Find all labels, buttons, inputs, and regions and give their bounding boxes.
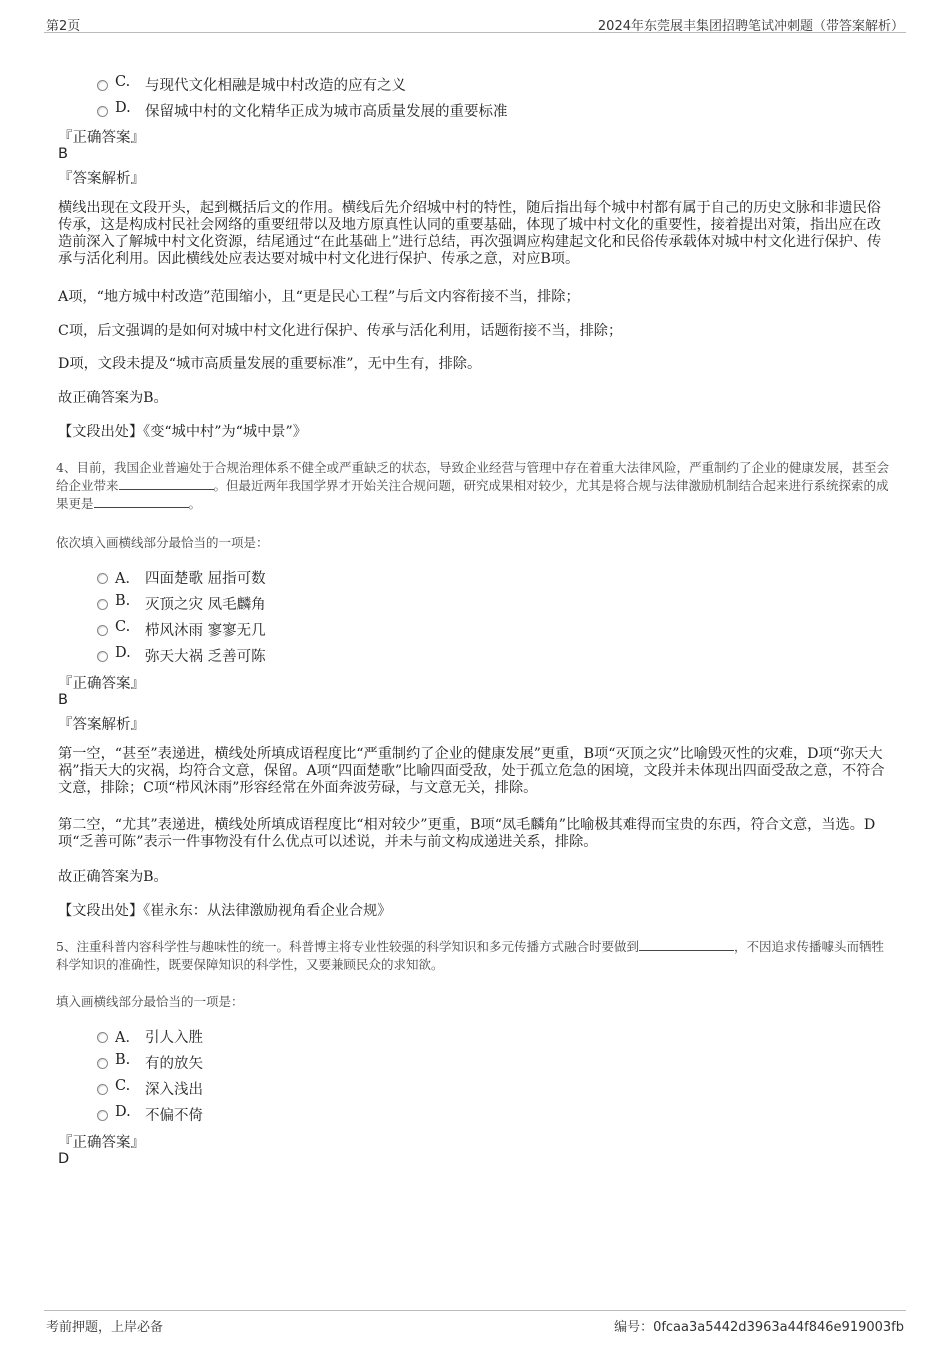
answer-label: 『正确答案』 bbox=[58, 1135, 145, 1151]
question-4-text: 4、目前，我国企业普遍处于合规治理体系不健全或严重缺乏的状态，导致企业经营与管理中存在着重大法律风险，严重制约了企业的健康发展，甚至会给企业带来 。但最近两年我国学界才开始关注合规问题，研究成果相对较少，尤其是将合规与法律激励机制结合起来进行系统探索的成果更是 。 bbox=[56, 460, 889, 511]
analysis-paragraph: 第二空，“尤其”表递进，横线处所填成语程度比“相对较少”更重，B项“凤毛麟角”比喻极其难得而宝贵的东西，符合文意，当选。D项“乏善可陈”表示一件事物没有什么优点可以述说，并未与前文构成递进关系，排除。 bbox=[58, 817, 876, 850]
footer-slogan: 考前押题，上岸必备 bbox=[46, 1320, 164, 1335]
radio-icon[interactable] bbox=[97, 625, 108, 636]
analysis-paragraph: D项，文段未提及“城市高质量发展的重要标准”，无中生有，排除。 bbox=[58, 356, 482, 372]
correct-answer: B bbox=[58, 692, 68, 708]
answer-label: 『正确答案』 bbox=[58, 676, 145, 692]
analysis-label: 『答案解析』 bbox=[58, 171, 145, 187]
document-id: 编号：0fcaa3a5442d3963a44f846e919003fb bbox=[614, 1320, 904, 1335]
radio-icon[interactable] bbox=[97, 651, 108, 662]
analysis-label: 『答案解析』 bbox=[58, 717, 145, 733]
analysis-paragraph: 横线出现在文段开头，起到概括后文的作用。横线后先介绍城中村的特性，随后指出每个城中村都有属于自己的历史文脉和非遗民俗传承，这是构成村民社会网络的重要纽带以及地方原真性认同的重要基础，体现了城中村文化的重要性，接着提出对策，指出应在改造前深入了解城中村文化资源，结尾通过“在此基础上”进行总结，再次强调应构建起文化和民俗传承载体对城中村文化进行保护、传承与活化利用。因此横线处应表达要对城中村文化进行保护、传承之意，对应B项。 bbox=[58, 200, 882, 267]
fill-blank bbox=[639, 938, 734, 951]
correct-answer: D bbox=[58, 1151, 70, 1167]
answer-label: 『正确答案』 bbox=[58, 130, 145, 146]
question-5-text: 5、注重科普内容科学性与趣味性的统一。科普博主将专业性较强的科学知识和多元传播方式融合时要做到 ，不因追求传播噱头而牺牲科学知识的准确性，既要保障知识的科学性，又要兼顾民众的求知欲。 bbox=[56, 939, 884, 972]
radio-icon[interactable] bbox=[97, 1110, 108, 1121]
analysis-conclusion: 故正确答案为B。 bbox=[58, 390, 168, 406]
radio-icon[interactable] bbox=[97, 1084, 108, 1095]
analysis-conclusion: 故正确答案为B。 bbox=[58, 869, 168, 885]
page-header bbox=[44, 12, 906, 33]
page-footer bbox=[44, 1310, 906, 1335]
radio-icon[interactable] bbox=[97, 80, 108, 91]
analysis-paragraph: A项，“地方城中村改造”范围缩小，且“更是民心工程”与后文内容衔接不当，排除； bbox=[58, 289, 580, 305]
radio-icon[interactable] bbox=[97, 573, 108, 584]
radio-icon[interactable] bbox=[97, 106, 108, 117]
radio-icon[interactable] bbox=[97, 1032, 108, 1043]
fill-blank bbox=[119, 477, 214, 490]
question-instruction: 填入画横线部分最恰当的一项是： bbox=[56, 994, 244, 1009]
correct-answer: B bbox=[58, 146, 68, 162]
analysis-paragraph: C项，后文强调的是如何对城中村文化进行保护、传承与活化利用，话题衔接不当，排除； bbox=[58, 323, 623, 339]
question-instruction: 依次填入画横线部分最恰当的一项是： bbox=[56, 535, 269, 550]
source-citation: 【文段出处】《崔永东：从法律激励视角看企业合规》 bbox=[58, 903, 392, 919]
page-number: 第2页 bbox=[46, 19, 81, 34]
fill-blank bbox=[94, 495, 189, 508]
source-citation: 【文段出处】《变“城中村”为“城中景”》 bbox=[58, 424, 307, 440]
analysis-paragraph: 第一空，“甚至”表递进，横线处所填成语程度比“严重制约了企业的健康发展”更重，B项“灭顶之灾”比喻毁灭性的灾难，D项“弥天大祸”指天大的灾祸，均符合文意，保留。A项“四面楚歌”比喻四面受敌，处于孤立危急的困境，文段并未体现出四面受敌之意，不符合文意，排除；C项“栉风沐雨”形容经常在外面奔波劳碌，与文意无关，排除。 bbox=[58, 746, 885, 796]
radio-icon[interactable] bbox=[97, 1058, 108, 1069]
radio-icon[interactable] bbox=[97, 599, 108, 610]
document-title: 2024年东莞展丰集团招聘笔试冲刺题（带答案解析） bbox=[597, 19, 904, 34]
